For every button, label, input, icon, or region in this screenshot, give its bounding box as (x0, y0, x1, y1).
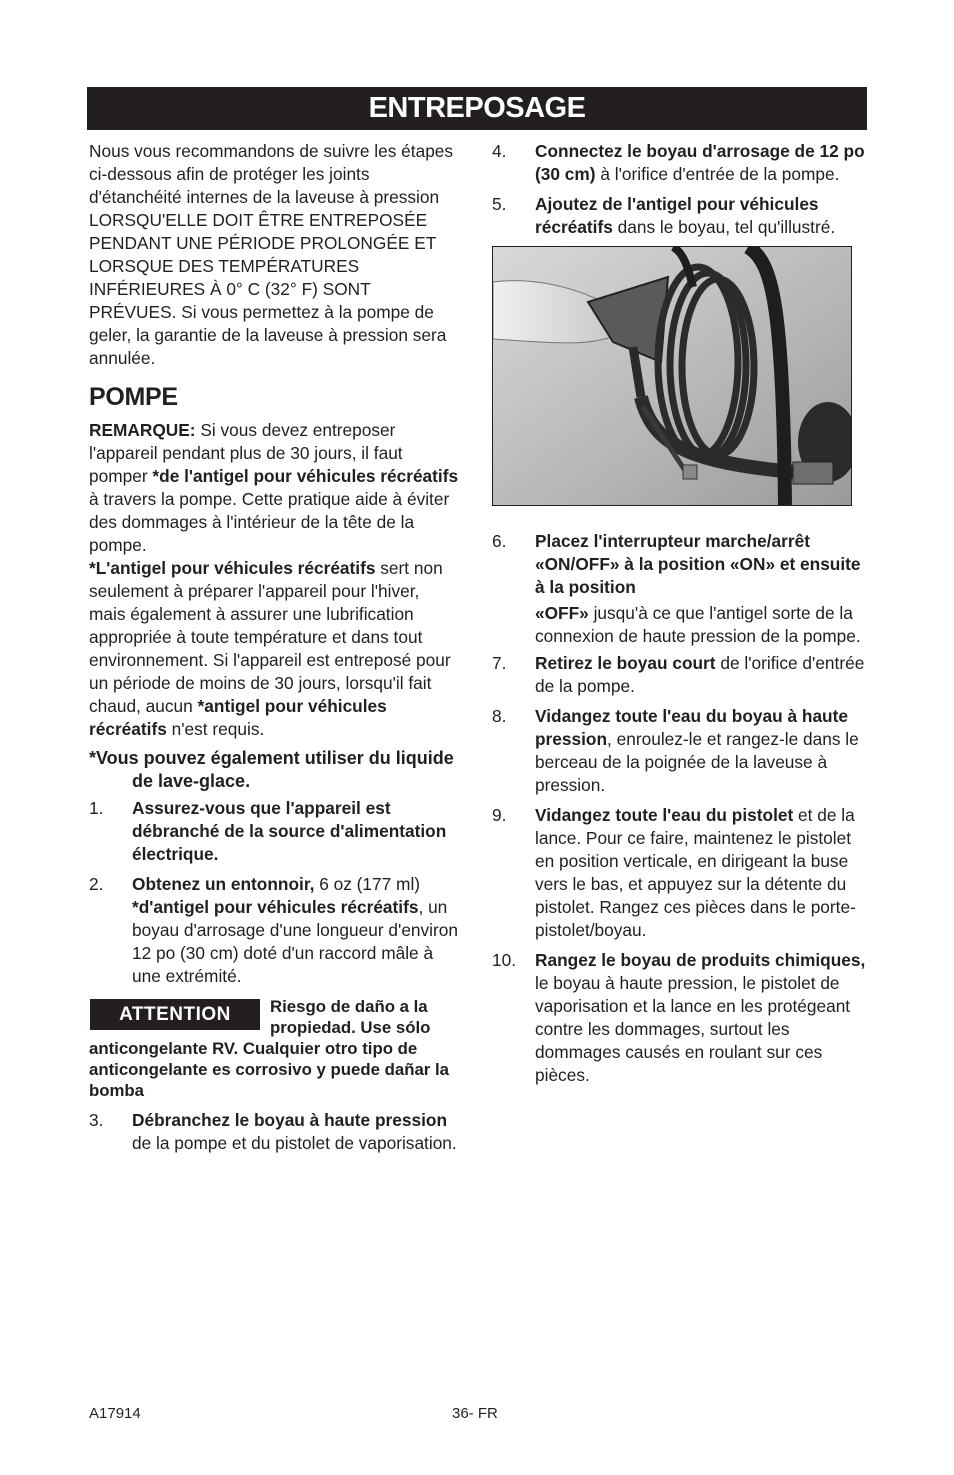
document-id: A17914 (89, 1405, 141, 1422)
list-item: 9. Vidangez toute l'eau du pistolet et de la lance. Pour ce faire, maintenez le pistolet en position verticale, en dirigeant la buse vers le bas, et appuyez sur la détente du pistolet. Rangez ces pièces dans le porte-pistolet/boyau. (492, 805, 856, 940)
list-item: 2. Obtenez un entonnoir, 6 oz (177 ml) *d'antigel pour véhicules récréatifs, un boyau d'arrosage d'une longueur d'environ 12 po (30 cm) doté d'un raccord mâle à une extrémité. (89, 874, 458, 986)
antifreeze-paragraph: *L'antigel pour véhicules récréatifs sert non seulement à préparer l'appareil pour l'hiver, mais également à assurer une lubrification appropriée à toute température et dans tout environnement. Si l'appareil est entreposé pour un période de moins de 30 jours, lorsqu'il fait chaud, aucun *antigel pour véhicules récréatifs n'est requis. (89, 558, 451, 739)
attention-badge: ATTENTION (90, 999, 260, 1030)
remark-label: REMARQUE: (89, 420, 196, 440)
page-title: ENTREPOSAGE (87, 87, 867, 130)
list-item: 10. Rangez le boyau de produits chimiques, le boyau à haute pression, le pistolet de vaporisation et la lance en les protégeant contre les dommages, surtout les dommages causés en roulant sur ces pièces. (492, 950, 866, 1085)
list-item-continuation: «OFF» jusqu'à ce que l'antigel sorte de la connexion de haute pression de la pompe. (535, 603, 861, 646)
attention-notice (89, 996, 459, 1101)
list-item: 1. Assurez-vous que l'appareil est débranché de la source d'alimentation électrique. (89, 798, 447, 864)
right-column (492, 140, 870, 1094)
list-item: 5. Ajoutez de l'antigel pour véhicules récréatifs dans le boyau, tel qu'illustré. (492, 194, 836, 237)
list-item: 6. Placez l'interrupteur marche/arrêt «ON/OFF» à la position «ON» et ensuite à la position (492, 531, 861, 597)
list-item: 8. Vidangez toute l'eau du boyau à haute pression, enroulez-le et rangez-le dans le berceau de la poignée de la laveuse à pression. (492, 706, 859, 795)
washer-fluid-note: *Vous pouvez également utiliser du liquide de lave-glace. (89, 748, 454, 791)
remark-paragraph: REMARQUE: Si vous devez entreposer l'appareil pendant plus de 30 jours, il faut pomper *de l'antigel pour véhicules récréatifs à travers la pompe. Cette pratique aide à éviter des dommages à l'intérieur de la tête de la pompe. (89, 420, 459, 555)
list-item: 7. Retirez le boyau court de l'orifice d'entrée de la pompe. (492, 653, 865, 696)
attention-text: Riesgo de daño a la propiedad. Use sólo anticongelante RV. Cualquier otro tipo de anticongelante es corrosivo y puede dañar la bomba (89, 997, 449, 1100)
intro-paragraph: Nous vous recommandons de suivre les étapes ci-dessous afin de protéger les joints d'étanchéité internes de la laveuse à pression LORSQU'ELLE DOIT ÊTRE ENTREPOSÉE PENDANT UNE PÉRIODE PROLONGÉE ET LORSQUE DES TEMPÉRATURES INFÉRIEURES À 0° C (32° F) SONT PRÉVUES. Si vous permettez à la pompe de geler, la garantie de la laveuse à pression sera annulée. (89, 141, 454, 368)
funnel-hose-illustration (493, 247, 851, 505)
list-item: 3. Débranchez le boyau à haute pression de la pompe et du pistolet de vaporisation. (89, 1110, 457, 1153)
antifreeze-funnel-photo (492, 246, 852, 506)
list-item: 4. Connectez le boyau d'arrosage de 12 po (30 cm) à l'orifice d'entrée de la pompe. (492, 141, 865, 184)
page-number: 36- FR (452, 1405, 498, 1422)
left-column (89, 140, 459, 1162)
section-heading-pump: POMPE (89, 383, 178, 411)
